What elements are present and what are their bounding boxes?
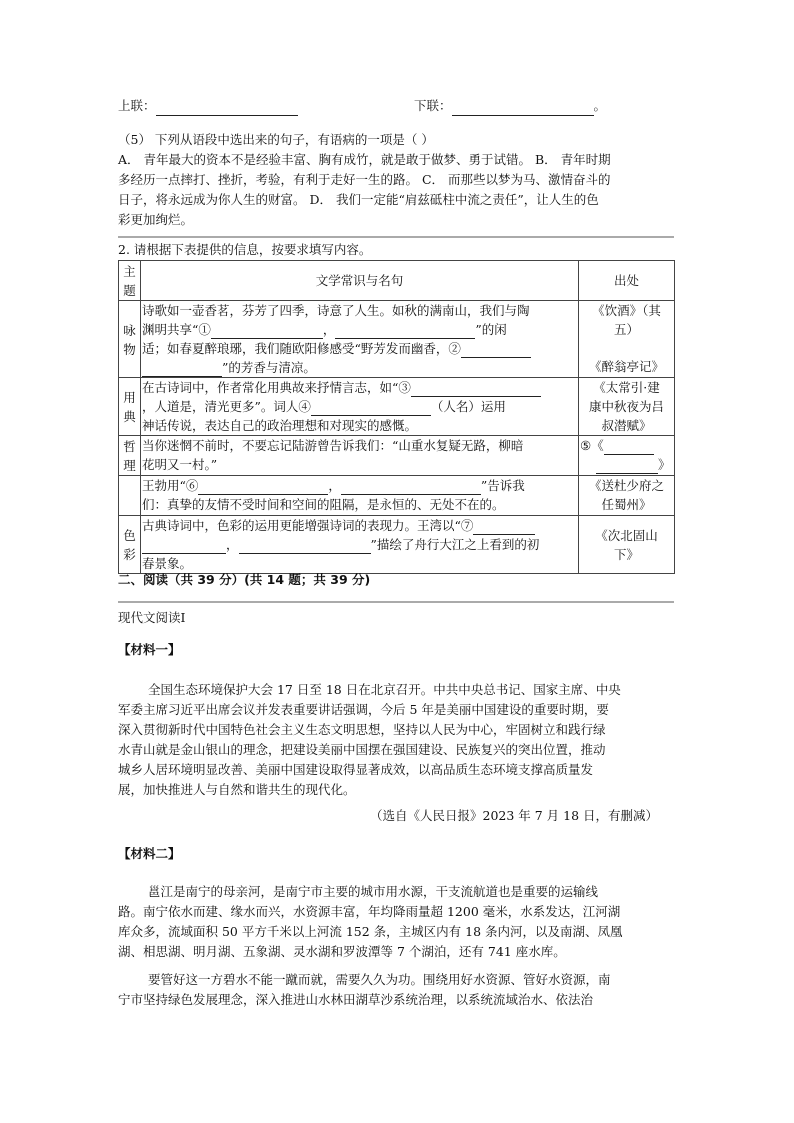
source-text: ⑤《	[580, 438, 604, 453]
lower-couplet	[414, 96, 606, 116]
row-content	[141, 476, 579, 516]
section-2-title: 二、阅读（共 39 分）(共 14 题；共 39 分)	[118, 572, 371, 587]
answer-blank-5b[interactable]	[596, 460, 658, 474]
literature-table	[118, 260, 675, 574]
content-text: 渊明共享“①	[142, 322, 211, 337]
question-5-option-line: 日子，将永远成为你人生的财富。 D． 我们一定能“肩兹砥柱中流之责任”，让人生的色	[118, 192, 599, 207]
row-source	[579, 476, 675, 516]
row-content	[141, 436, 579, 476]
content-text: ，	[226, 537, 239, 552]
table-row	[119, 436, 675, 476]
row-content	[141, 378, 579, 436]
content-line: 花明又一村。”	[142, 457, 218, 472]
table-row	[119, 301, 675, 378]
row-source	[579, 436, 675, 476]
body-line: 要管好这一方碧水不能一蹴而就，需要久久为功。围绕用好水资源、管好水资源，南	[148, 972, 611, 987]
content-text: 古典诗词中，色彩的运用更能增强诗词的表现力。王湾以“⑦	[142, 518, 474, 533]
upper-couplet-blank[interactable]	[156, 102, 298, 116]
question-2-prompt: 2. 请根据下表提供的信息，按要求填写内容。	[118, 242, 372, 257]
body-line: 深入贯彻新时代中国特色社会主义生态文明思想，坚持以人民为中心，牢固树立和践行绿	[118, 722, 606, 737]
answer-blank-4[interactable]	[311, 402, 431, 416]
table-header-row	[119, 261, 675, 301]
body-line: 军委主席习近平出席会议并发表重要讲话强调，今后 5 年是美丽中国建设的重要时期，要	[118, 702, 609, 717]
question-5-option-line: 彩更加绚烂。	[118, 212, 194, 227]
row-source	[579, 516, 675, 574]
row-content	[141, 516, 579, 574]
answer-blank-2b[interactable]	[142, 363, 222, 377]
row-theme: 哲理	[119, 436, 141, 476]
answer-blank-3[interactable]	[411, 383, 541, 397]
row-theme: 色彩	[119, 516, 141, 574]
table-row	[119, 378, 675, 436]
source-line: 《送杜少府之	[588, 478, 664, 493]
source-line: 五）	[613, 322, 639, 337]
content-text: 王勃用“⑥	[142, 478, 199, 493]
source-line: 康中秋夜为吕	[588, 399, 664, 414]
answer-blank-7a[interactable]	[473, 521, 535, 535]
content-line: 们：真挚的友情不受时间和空间的阻隔，是永恒的、无处不在的。	[142, 497, 505, 512]
content-text: ，	[328, 478, 341, 493]
source-line: 《饮酒》（其	[592, 303, 661, 318]
source-line: 《太常引·建	[593, 380, 660, 395]
body-line: 宁市坚持绿色发展理念，深入推进山水林田湖草沙系统治理，以系统流域治水、依法治	[118, 992, 594, 1007]
row-theme	[119, 476, 141, 516]
body-line: 全国生态环境保护大会 17 日至 18 日在北京召开。中共中央总书记、国家主席、中央	[148, 682, 621, 697]
material-1-body	[118, 680, 678, 800]
divider	[118, 236, 674, 238]
material-1-title: 【材料一】	[118, 642, 181, 657]
table-row	[119, 476, 675, 516]
body-line: 展，加快推进人与自然和谐共生的现代化。	[118, 782, 356, 797]
source-line: 任蜀州》	[601, 497, 652, 512]
header-source: 出处	[579, 261, 675, 301]
question-5-option-line: A． 青年最大的资本不是经验丰富、胸有成竹，就是敢于做梦、勇于试错。 B． 青年时期	[118, 152, 611, 167]
content-text: （人名）运用	[430, 399, 506, 414]
row-source	[579, 378, 675, 436]
content-text: ，	[322, 322, 336, 337]
couplet-line	[118, 96, 298, 116]
content-text: 适；如春夏醉琅琊，我们随欧阳修感受“野芳发而幽香，②	[142, 341, 461, 356]
answer-blank-7c[interactable]	[239, 540, 371, 554]
question-5	[118, 130, 678, 230]
lower-couplet-label: 下联：	[414, 98, 452, 113]
period: 。	[593, 98, 607, 113]
answer-blank-5a[interactable]	[604, 441, 654, 455]
content-text: ”告诉我	[480, 478, 525, 493]
lower-couplet-blank[interactable]	[452, 102, 594, 116]
header-content: 文学常识与名句	[141, 261, 579, 301]
content-line: 当你迷惘不前时，不要忘记陆游曾告诉我们：“山重水复疑无路，柳暗	[142, 438, 524, 453]
question-5-prompt: （5） 下列从语段中选出来的句子，有语病的一项是（ ）	[118, 132, 434, 147]
source-line: 叔潜赋》	[601, 418, 652, 433]
question-5-option-line: 多经历一点摔打、挫折，考验，有利于走好一生的路。 C． 而那些以梦为马、激情奋斗的	[118, 172, 611, 187]
answer-blank-1b[interactable]	[335, 325, 475, 339]
source-text: 》	[658, 457, 671, 472]
content-line: 春景象。	[142, 556, 193, 571]
content-line: 神话传说，表达自己的政治理想和对现实的感慨。	[142, 418, 418, 433]
source-line: 下》	[613, 547, 639, 562]
row-theme: 咏物	[119, 301, 141, 378]
answer-blank-1a[interactable]	[211, 325, 323, 339]
content-text: 在古诗词中，作者常化用典故来抒情言志，如“③	[142, 380, 411, 395]
material-2-title: 【材料二】	[118, 846, 181, 861]
answer-blank-6b[interactable]	[341, 481, 481, 495]
source-line: 《次北固山	[595, 528, 658, 543]
body-line: 库众多，流域面积 50 平方千米以上河流 152 条，主城区内有 18 条内河，以及南湖、凤凰	[118, 924, 623, 939]
content-text: ”的芳香与清凉。	[222, 360, 316, 375]
upper-couplet-label: 上联：	[118, 98, 156, 113]
content-line: 诗歌如一壶香茗，芬芳了四季，诗意了人生。如秋的满南山，我们与陶	[142, 303, 530, 318]
header-theme: 主题	[119, 261, 141, 301]
divider	[118, 601, 674, 603]
source-line: 《醉翁亭记》	[588, 359, 664, 374]
material-1-source: （选自《人民日报》2023 年 7 月 18 日，有删减）	[370, 808, 659, 823]
answer-blank-2a[interactable]	[461, 344, 531, 358]
answer-blank-6a[interactable]	[198, 481, 328, 495]
body-line: 邕江是南宁的母亲河，是南宁市主要的城市用水源，干支流航道也是重要的运输线	[148, 884, 599, 899]
row-source	[579, 301, 675, 378]
body-line: 湖、相思湖、明月湖、五象湖、灵水湖和罗波潭等 7 个湖泊，还有 741 座水库。	[118, 944, 566, 959]
reading-label: 现代文阅读Ⅰ	[118, 610, 186, 625]
table-row	[119, 516, 675, 574]
content-text: ”描绘了舟行大江之上看到的初	[370, 537, 540, 552]
body-line: 城乡人居环境明显改善、美丽中国建设取得显著成效，以高品质生态环境支撑高质量发	[118, 762, 594, 777]
content-text: ”的闲	[475, 322, 507, 337]
body-line: 路。南宁依水而建、缘水而兴，水资源丰富，年均降雨量超 1200 毫米，水系发达，江河湖	[118, 904, 621, 919]
material-2-paragraph-2	[118, 970, 678, 1010]
material-2-paragraph-1	[118, 882, 678, 962]
answer-blank-7b[interactable]	[142, 540, 226, 554]
content-text: ，人道是，清光更多”。词人④	[142, 399, 311, 414]
body-line: 水青山就是金山银山的理念，把建设美丽中国摆在强国建设、民族复兴的突出位置，推动	[118, 742, 606, 757]
row-theme: 用典	[119, 378, 141, 436]
row-content	[141, 301, 579, 378]
